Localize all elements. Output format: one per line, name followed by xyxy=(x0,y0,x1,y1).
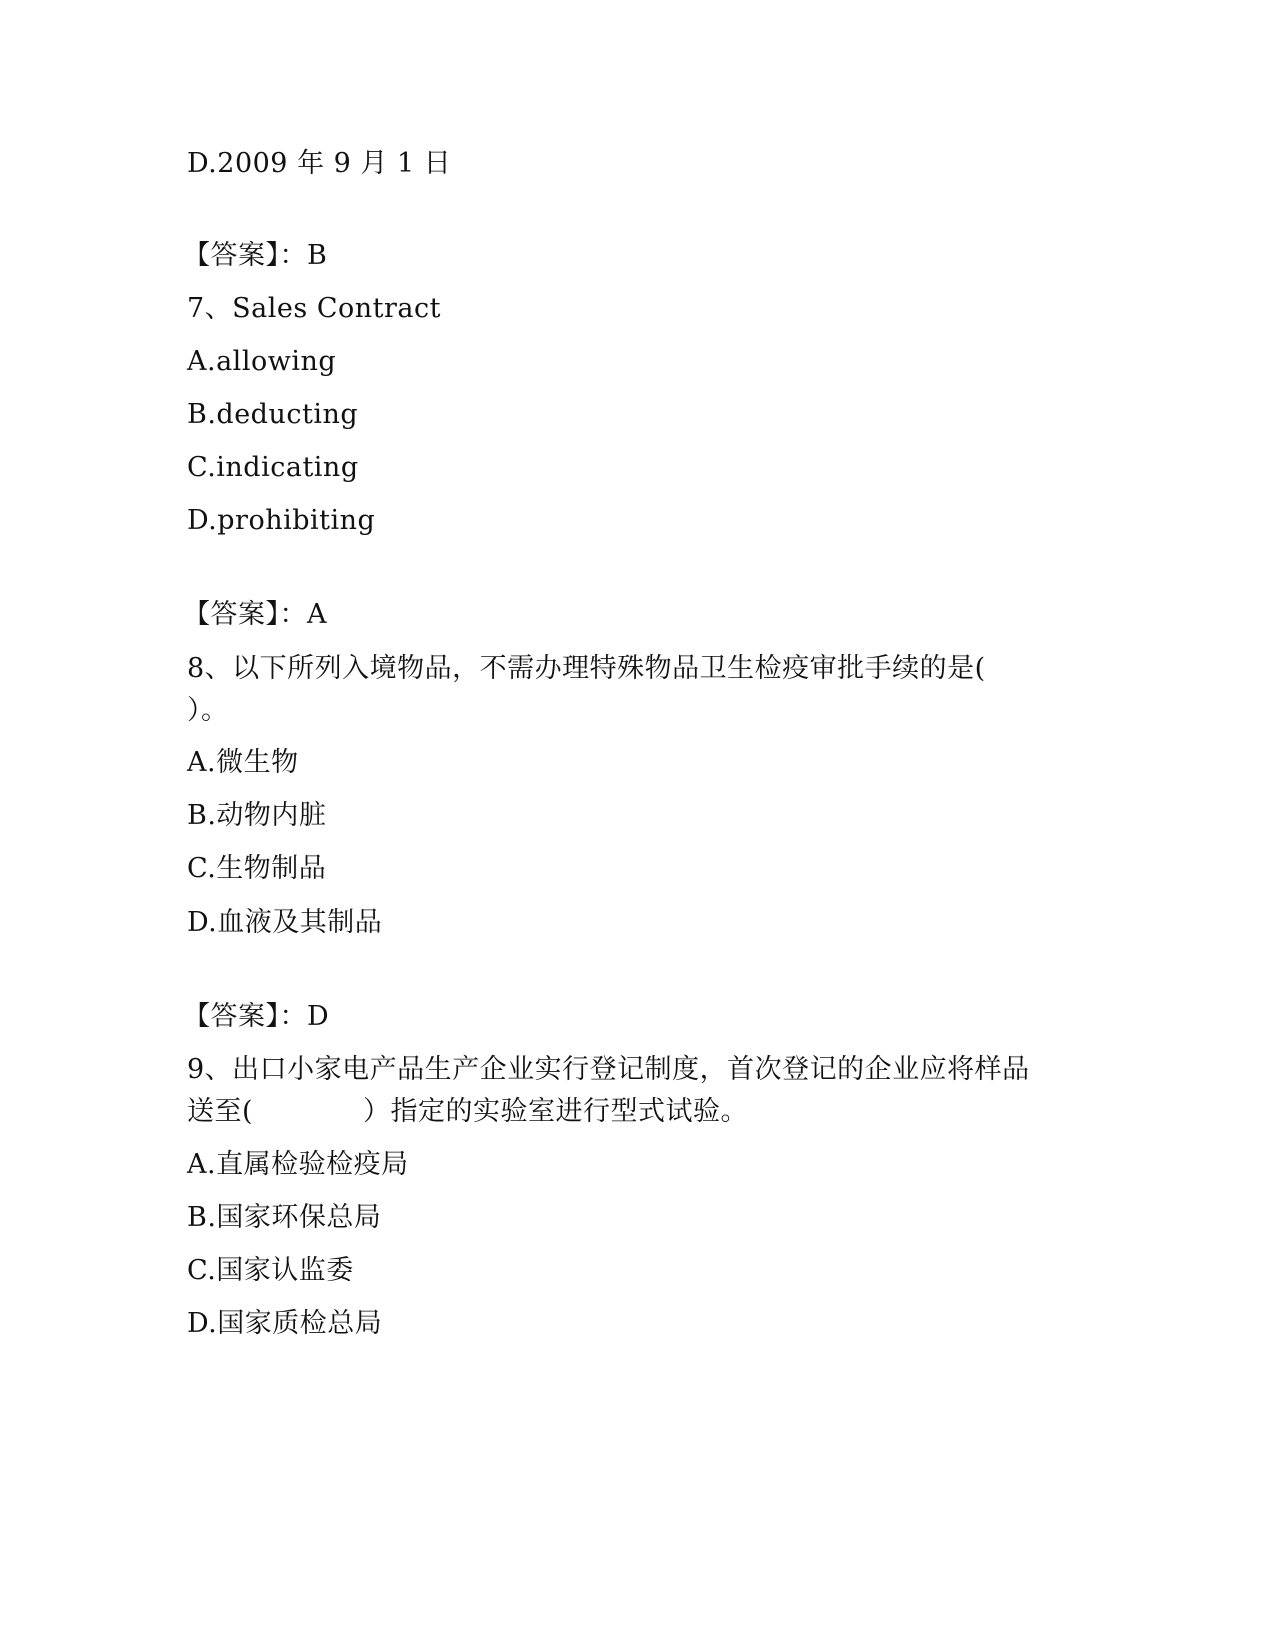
q9-stem-line1: 9、出口小家电产品生产企业实行登记制度，首次登记的企业应将样品 xyxy=(187,1054,1030,1085)
q9-stem-line2: 送至( ）指定的实验室进行型式试验。 xyxy=(187,1096,749,1127)
q7-answer: 【答案】：A xyxy=(183,599,327,630)
q8-option-b: B.动物内脏 xyxy=(187,800,327,831)
q9-option-c: C.国家认监委 xyxy=(187,1255,354,1286)
q8-stem-line1: 8、以下所列入境物品，不需办理特殊物品卫生检疫审批手续的是( xyxy=(187,653,986,684)
q6-option-d: D.2009 年 9 月 1 日 xyxy=(187,148,452,179)
q8-stem-line2: ）。 xyxy=(187,695,229,726)
q7-stem: 7、Sales Contract xyxy=(187,293,441,324)
q8-option-d: D.血液及其制品 xyxy=(187,907,383,938)
q7-option-b: B.deducting xyxy=(187,399,359,430)
q8-answer: 【答案】：D xyxy=(183,1001,330,1032)
q9-option-d: D.国家质检总局 xyxy=(187,1308,383,1339)
q7-option-a: A.allowing xyxy=(187,346,337,377)
q8-option-a: A.微生物 xyxy=(187,747,299,778)
q8-option-c: C.生物制品 xyxy=(187,853,327,884)
q9-option-a: A.直属检验检疫局 xyxy=(187,1149,409,1180)
q6-answer: 【答案】：B xyxy=(183,240,328,271)
q9-option-b: B.国家环保总局 xyxy=(187,1202,382,1233)
q7-option-d: D.prohibiting xyxy=(187,505,376,536)
q7-option-c: C.indicating xyxy=(187,452,359,483)
